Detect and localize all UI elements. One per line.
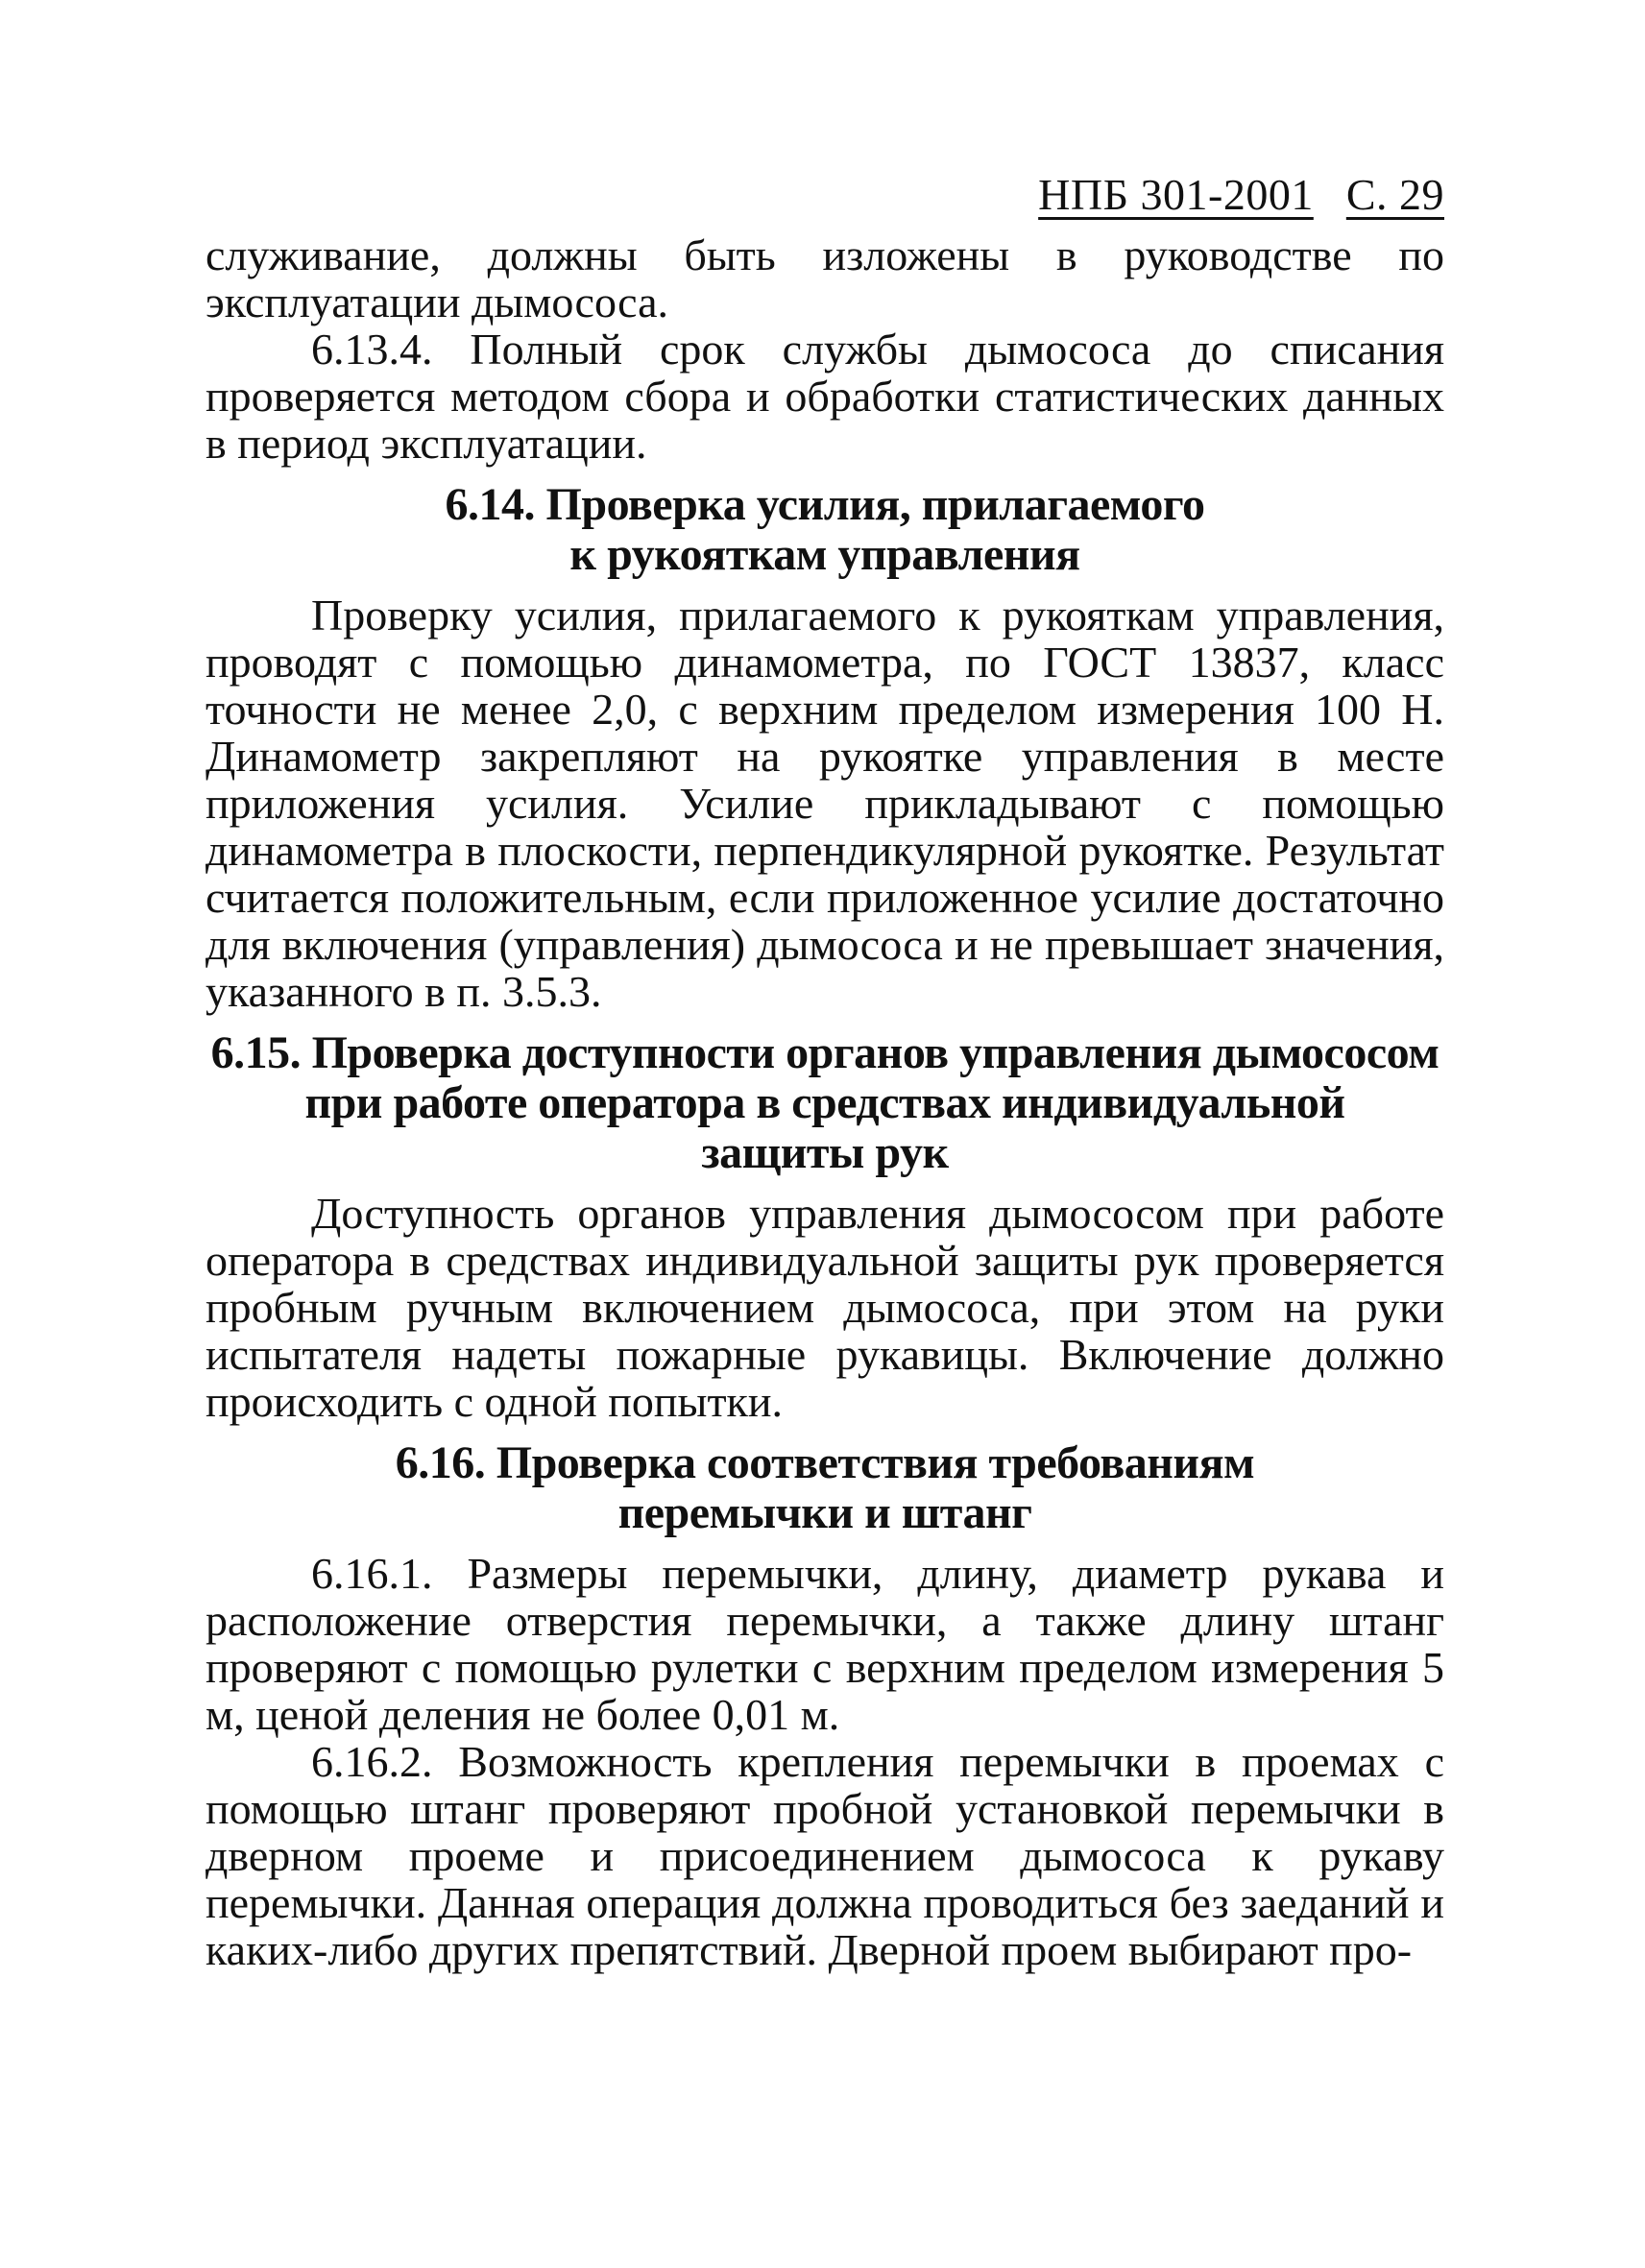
page-header — [206, 168, 1444, 226]
page-number: С. 29 — [1345, 170, 1444, 219]
heading-line: 6.15. Проверка доступности органов управления дымососом — [210, 1027, 1439, 1078]
section-heading-6-14 — [206, 480, 1444, 580]
heading-line: 6.14. Проверка усилия, прилагаемого — [445, 479, 1205, 530]
paragraph-6-13-4: 6.13.4. Полный срок службы дымососа до списания проверяется методом сбора и обработки статистических данных в период эксплуатации. — [206, 325, 1444, 468]
heading-line: 6.16. Проверка соответствия требованиям — [395, 1437, 1255, 1488]
paragraph-6-15: Доступность органов управления дымососом при работе оператора в средствах индивидуальной защиты рук проверяется пробным ручным включением дымососа, при этом на руки испытателя надеты пожарные рукавицы. Включение должно происходить с одной попытки. — [206, 1189, 1444, 1426]
paragraph-continuation: служивание, должны быть изложены в руководстве по эксплуатации дымососа. — [206, 230, 1444, 326]
heading-line: при работе оператора в средствах индивидуальной — [304, 1077, 1345, 1128]
document-id: НПБ 301-2001 — [1038, 170, 1314, 219]
paragraph-6-16-2: 6.16.2. Возможность крепления перемычки в проемах с помощью штанг проверяют пробной установкой перемычки в дверном проеме и присоединением дымососа к рукаву перемычки. Данная операция должна проводиться без заеданий и каких-либо других препятствий. Дверной проем выбирают про- — [206, 1737, 1444, 1974]
section-heading-6-16 — [206, 1438, 1444, 1538]
heading-line: защиты рук — [701, 1127, 949, 1178]
paragraph-6-16-1: 6.16.1. Размеры перемычки, длину, диаметр рукава и расположение отверстия перемычки, а также длину штанг проверяют с помощью рулетки с верхним пределом измерения 5 м, ценой деления не более 0,01 м. — [206, 1549, 1444, 1739]
section-heading-6-15 — [206, 1028, 1444, 1178]
heading-line: перемычки и штанг — [617, 1487, 1032, 1538]
heading-line: к рукояткам управления — [569, 529, 1080, 580]
document-page — [206, 168, 1444, 1973]
paragraph-6-14: Проверку усилия, прилагаемого к рукояткам управления, проводят с помощью динамометра, по ГОСТ 13837, класс точности не менее 2,0, с верхним пределом измерения 100 Н. Динамометр закрепляют на рукоятке управления в месте приложения усилия. Усилие прикладывают с помощью динамометра в плоскости, перпендикулярной рукоятке. Результат считается положительным, если приложенное усилие достаточно для включения (управления) дымососа и не превышает значения, указанного в п. 3.5.3. — [206, 591, 1444, 1016]
